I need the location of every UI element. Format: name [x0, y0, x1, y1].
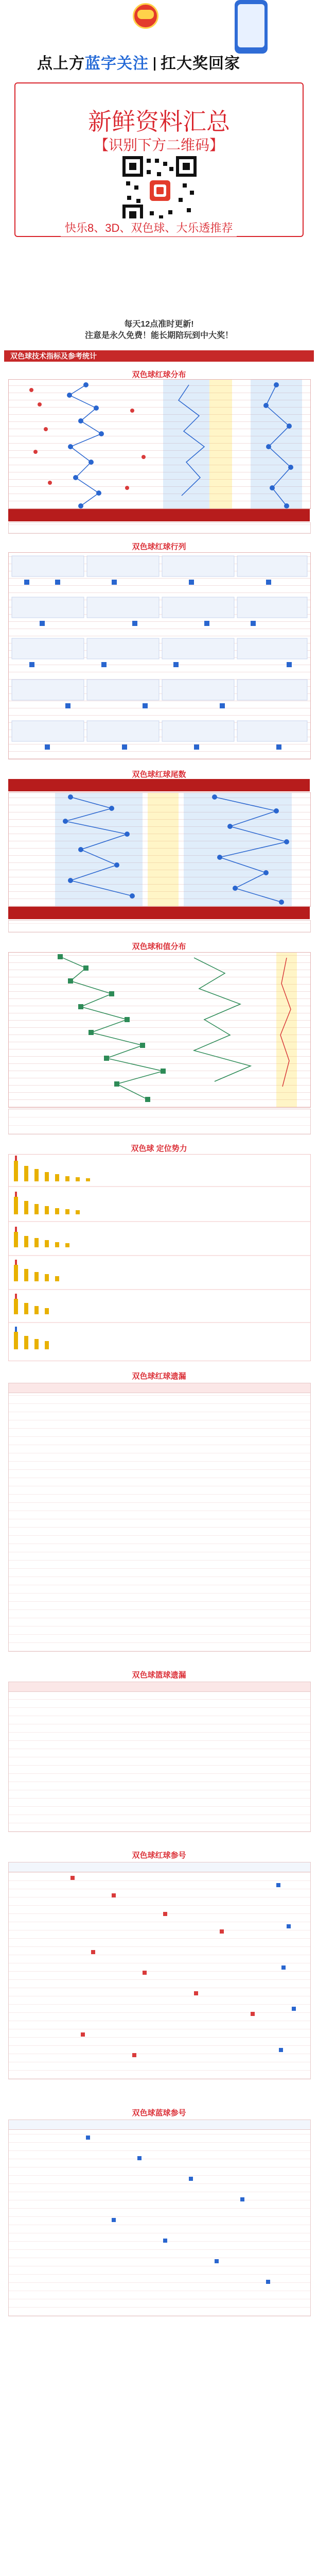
- chart-title: 双色球红球分布: [132, 370, 186, 379]
- tail-lines: [9, 793, 310, 906]
- param-marks: [9, 1862, 310, 2079]
- phone-icon: [235, 0, 268, 54]
- row-grid: [8, 552, 311, 759]
- chart-title: 双色球和值分布: [132, 942, 186, 951]
- table-header: [9, 1682, 310, 1692]
- chart-blue-param: [4, 2107, 314, 2324]
- chart-title: 双色球篮球遗漏: [132, 1671, 186, 1680]
- position-bars: [8, 1154, 311, 1361]
- qr-code-icon[interactable]: [121, 155, 198, 227]
- promo-footer: 快乐8、3D、双色球、大乐透推荐: [61, 218, 237, 236]
- chart-title: 双色球蓝球参号: [132, 2109, 186, 2117]
- lucky-mascot-icon: [133, 3, 158, 29]
- stats-rows: [8, 1109, 311, 1134]
- param-table: [8, 2120, 311, 2316]
- stats-rows: [8, 522, 311, 534]
- row-grid-cells: [9, 553, 310, 759]
- trend-lines: [9, 380, 310, 509]
- promo-subtitle: 【识别下方二维码】: [94, 137, 224, 153]
- divider: [154, 57, 155, 71]
- content-area: [0, 350, 318, 2576]
- chart-sum-distribution: [4, 941, 314, 1137]
- daily-update-text: 每天12点准时更新!: [124, 320, 194, 329]
- sum-grid: [8, 952, 311, 1108]
- chart-title: 双色球红球参号: [132, 1851, 186, 1860]
- section-title: 双色球技术指标及参考统计: [4, 350, 314, 362]
- follow-suffix: 扛大奖回家: [161, 55, 240, 72]
- follow-prefix: 点上方: [37, 55, 85, 72]
- chart-red-tail: [4, 769, 314, 934]
- chart-title: 双色球红球尾数: [132, 770, 186, 779]
- stats-rows: [8, 920, 311, 933]
- chart-title: 双色球红球行列: [132, 543, 186, 551]
- sum-lines: [9, 953, 310, 1107]
- follow-banner[interactable]: [37, 50, 240, 73]
- header: [0, 0, 318, 82]
- missing-table: [8, 1682, 311, 1832]
- table-header: [9, 1383, 310, 1393]
- chart-red-param: [4, 1850, 314, 2097]
- trend-grid: [8, 379, 311, 509]
- tail-grid: [8, 792, 311, 907]
- chart-red-missing: [4, 1370, 314, 1659]
- promo-card: [14, 82, 304, 237]
- param-marks: [9, 2120, 310, 2316]
- promo-title: 新鲜资料汇总: [88, 108, 230, 135]
- chart-red-row: [4, 541, 314, 762]
- chart-blue-missing: [4, 1669, 314, 1839]
- table-header: [8, 779, 310, 791]
- free-notice-text: 注意是永久免费！能长期陪玩到中大奖！: [84, 331, 233, 340]
- chart-title: 双色球 定位势力: [131, 1144, 187, 1153]
- follow-link[interactable]: 蓝字关注: [85, 55, 149, 72]
- position-bars-svg: [9, 1155, 310, 1361]
- param-table: [8, 1862, 311, 2079]
- missing-table: [8, 1383, 311, 1652]
- table-header: [8, 509, 310, 521]
- chart-red-distribution: [4, 369, 314, 534]
- table-header: [8, 907, 310, 919]
- chart-position-trend: [4, 1143, 314, 1364]
- chart-title: 双色球红球遗漏: [132, 1372, 186, 1381]
